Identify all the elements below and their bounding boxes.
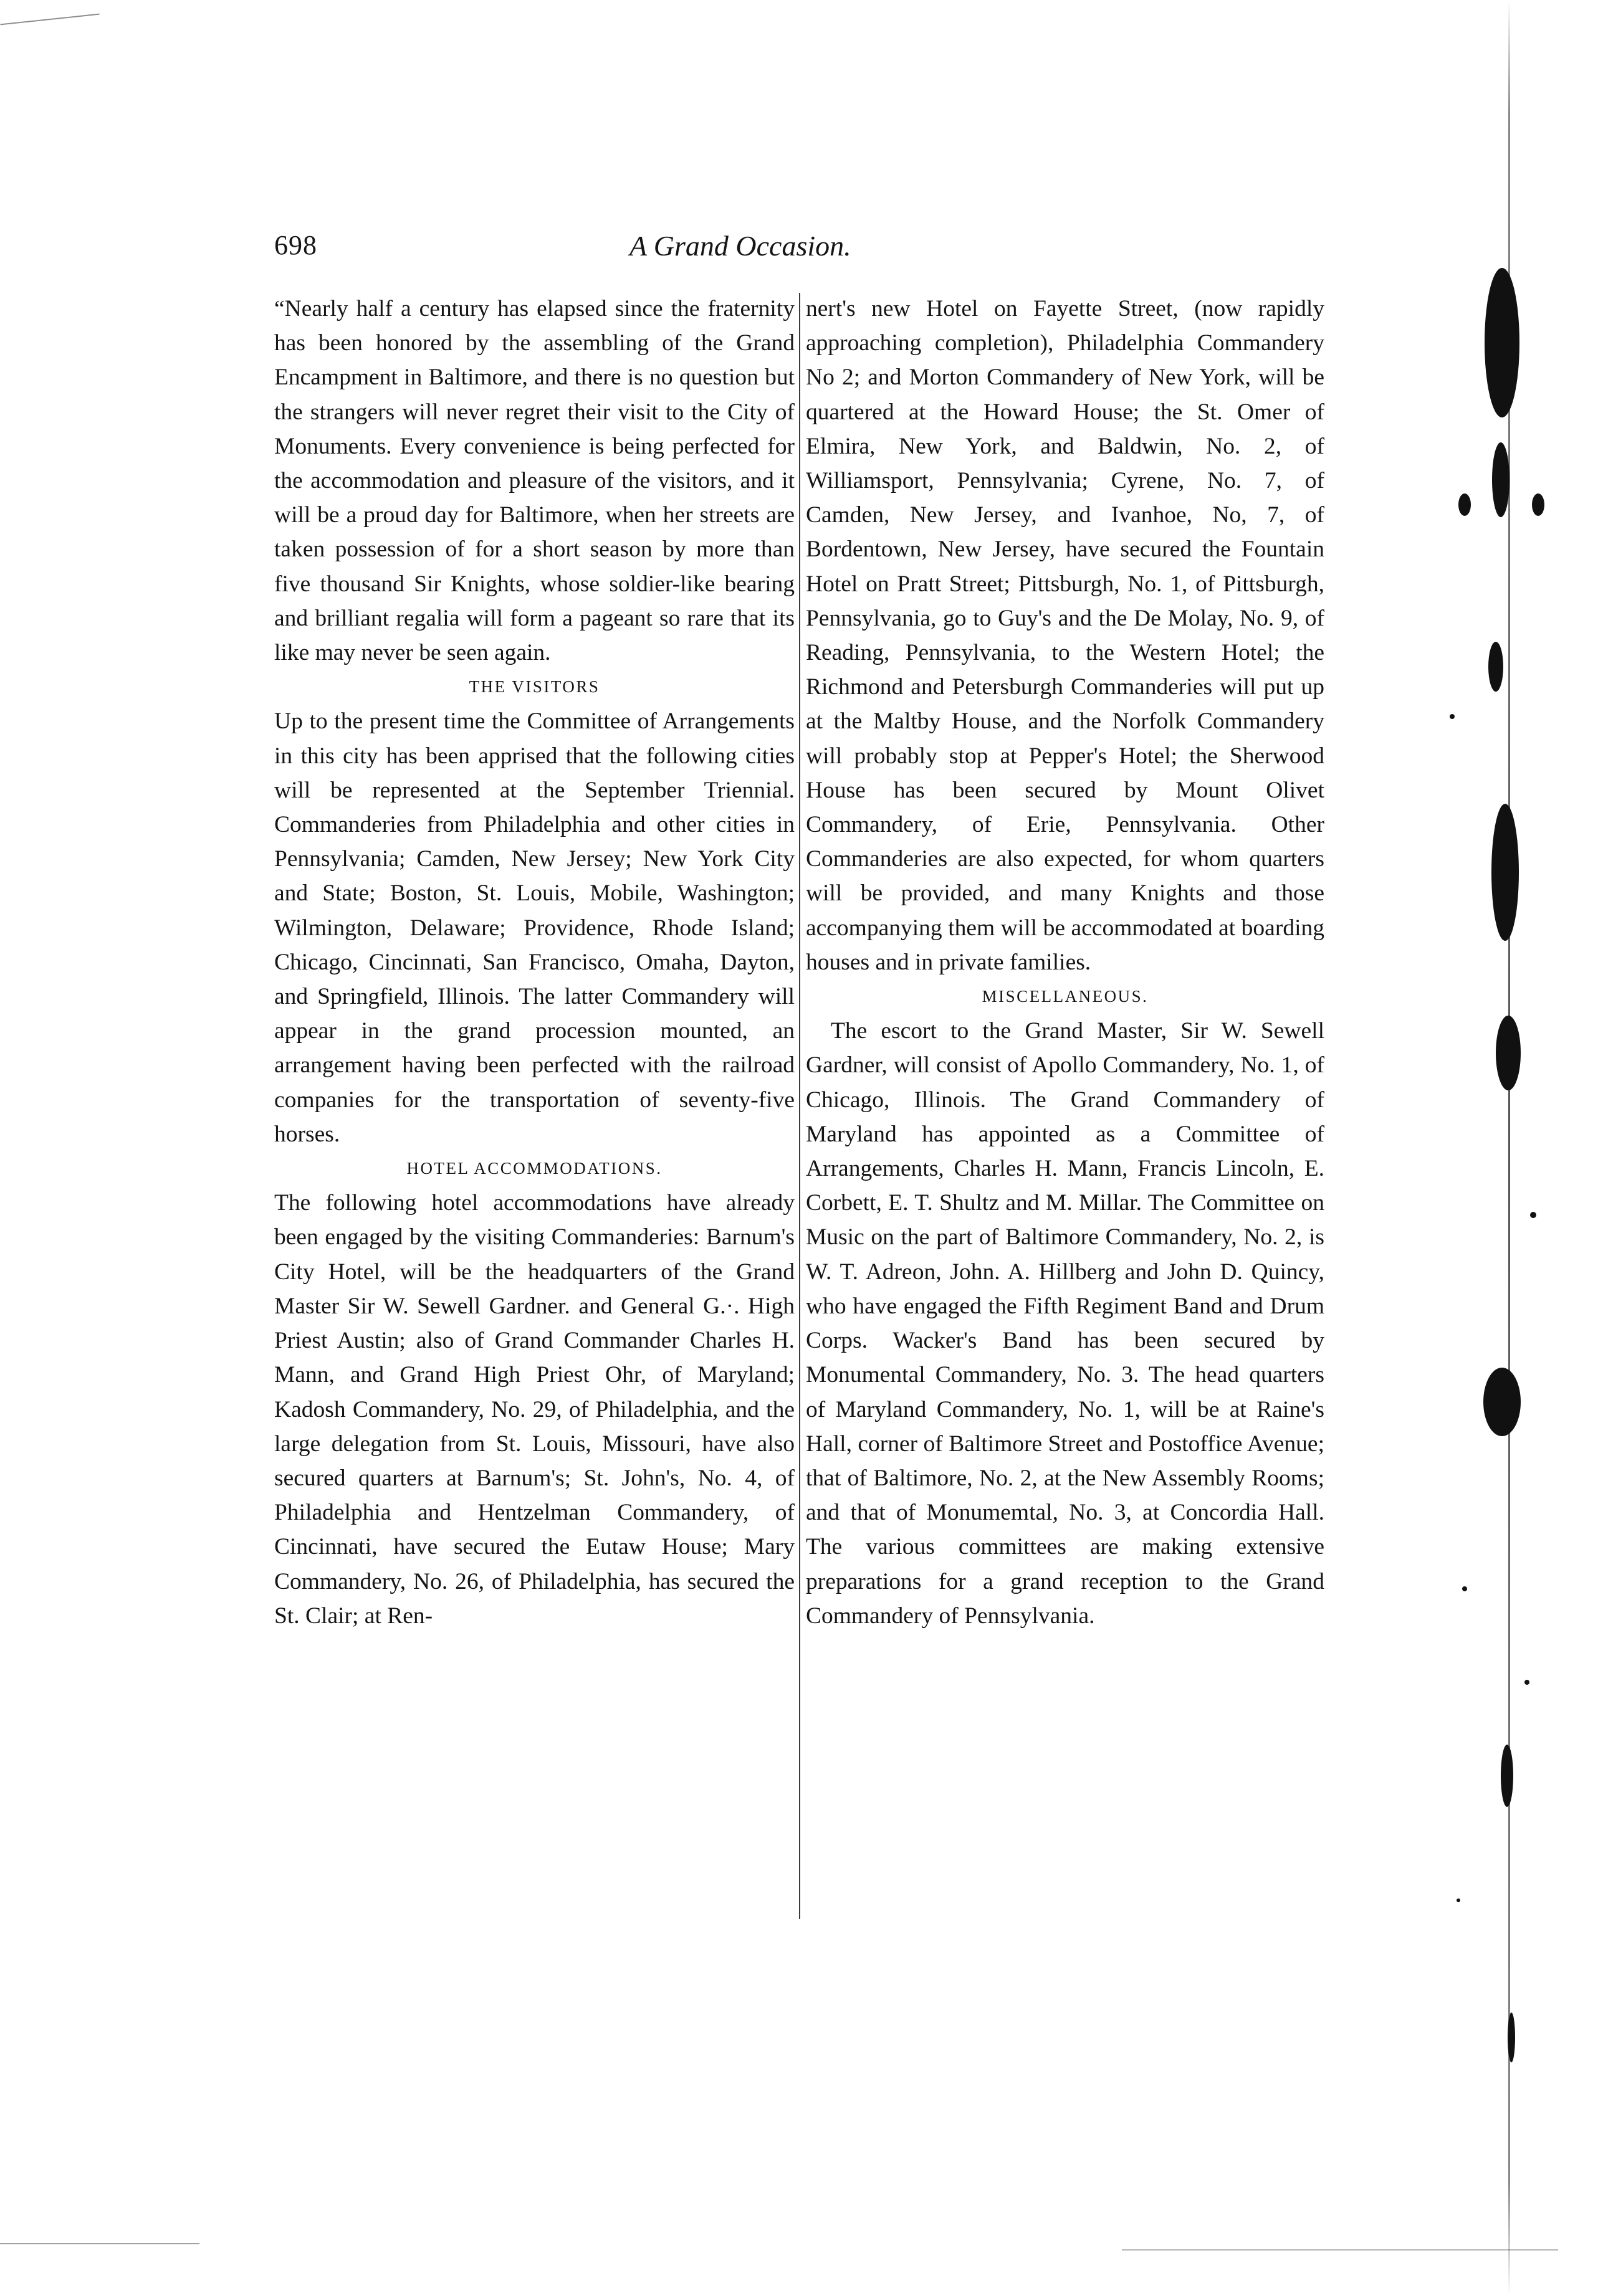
right-column — [806, 292, 1324, 1633]
paragraph-opening: “Nearly half a century has elapsed since the fraternity has been honored by the assembling of the Grand Encampment in Baltimore, and there is no question but the strangers will never regret their visit to the City of Monuments. Every convenience is being perfected for the accommodation and pleasure of the visitors, and it will be a proud day for Baltimore, when her streets are taken possession of for a short season by more than five thousand Sir Knights, whose soldier-like bearing and brilliant regalia will form a pageant so rare that its like may never be seen again. — [274, 296, 795, 666]
column-divider — [799, 293, 800, 1919]
paragraph-hotel: The following hotel accommodations have already been engaged by the visiting Commanderies: Barnum's City Hotel, will be the headquarters of the Grand Master Sir W. Sewell Gardner. and General G.·. High Priest Austin; also of Grand Commander Charles H. Mann, and Grand High Priest Ohr, of Maryland; Kadosh Commandery, No. 29, of Philadelphia, and the large delegation from St. Louis, Missouri, have also secured quarters at Barnum's; St. John's, No. 4, of Philadelphia and Hentzelman Commandery, of Cincinnati, have secured the Eutaw House; Mary Commandery, No. 26, of Philadelphia, has secured the St. Clair; at Ren- — [274, 1190, 795, 1629]
left-column — [274, 292, 795, 1633]
section-heading-visitors: THE VISITORS — [469, 677, 600, 697]
running-title: A Grand Occasion. — [629, 230, 851, 262]
paragraph-miscellaneous: The escort to the Grand Master, Sir W. Sewell Gardner, will consist of Apollo Commandery, No. 1, of Chicago, Illinois. The Grand Commandery of Maryland has appointed as a Committee of Arrangements, Charles H. Mann, Francis Lincoln, E. Corbett, E. T. Shultz and M. Millar. The Committee on Music on the part of Baltimore Commandery, No. 2, is W. T. Adreon, John. A. Hillberg and John D. Quincy, who have engaged the Fifth Regiment Band and Drum Corps. Wacker's Band has been secured by Monumental Commandery, No. 3. The head quarters of Maryland Commandery, No. 1, will be at Raine's Hall, corner of Baltimore Street and Postoffice Avenue; that of Baltimore, No. 2, at the New Assembly Rooms; and that of Monumemtal, No. 3, at Concordia Hall. The various committees are making extensive preparations for a grand reception to the Grand Commandery of Pennsylvania. — [806, 1018, 1324, 1629]
scan-artifact-top — [0, 14, 99, 26]
scan-artifact-bottom-right — [1122, 2249, 1558, 2251]
scan-artifact-bottom — [0, 2243, 199, 2244]
paragraph-hotel-continued: nert's new Hotel on Fayette Street, (now rapidly approaching completion), Philadelphia Commandery No 2; and Morton Commandery of New York, will be quartered at the Howard House; the St. Omer of Elmira, New York, and Baldwin, No. 2, of Williamsport, Pennsylvania; Cyrene, No. 7, of Camden, New Jersey, and Ivanhoe, No, 7, of Bordentown, New Jersey, have secured the Fountain Hotel on Pratt Street; Pittsburgh, No. 1, of Pittsburgh, Pennsylvania, go to Guy's and the De Molay, No. 9, of Reading, Pennsylvania, to the Western Hotel; the Richmond and Petersburgh Commanderies will put up at the Maltby House, and the Norfolk Commandery will probably stop at Pepper's Hotel; the Sherwood House has been secured by Mount Olivet Commandery, of Erie, Pennsylvania. Other Commanderies are also expected, for whom quarters will be provided, and many Knights and those accompanying them will be accommodated at boarding houses and in private families. — [806, 296, 1324, 975]
paragraph-visitors: Up to the present time the Committee of Arrangements in this city has been apprised that the following cities will be represented at the September Triennial. Commanderies from Philadelphia and other cities in Pennsylvania; Camden, New Jersey; New York City and State; Boston, St. Louis, Mobile, Washington; Wilmington, Delaware; Providence, Rhode Island; Chicago, Cincinnati, San Francisco, Omaha, Dayton, and Springfield, Illinois. The latter Commandery will appear in the grand procession mounted, an arrangement having been perfected with the railroad companies for the transportation of seventy-five horses. — [274, 708, 795, 1147]
section-heading-miscellaneous: MISCELLANEOUS. — [982, 987, 1149, 1006]
page-number: 698 — [274, 230, 317, 260]
running-head — [274, 229, 1334, 273]
section-heading-hotel: HOTEL ACCOMMODATIONS. — [406, 1159, 663, 1178]
margin-ink-blots — [1427, 156, 1552, 2243]
